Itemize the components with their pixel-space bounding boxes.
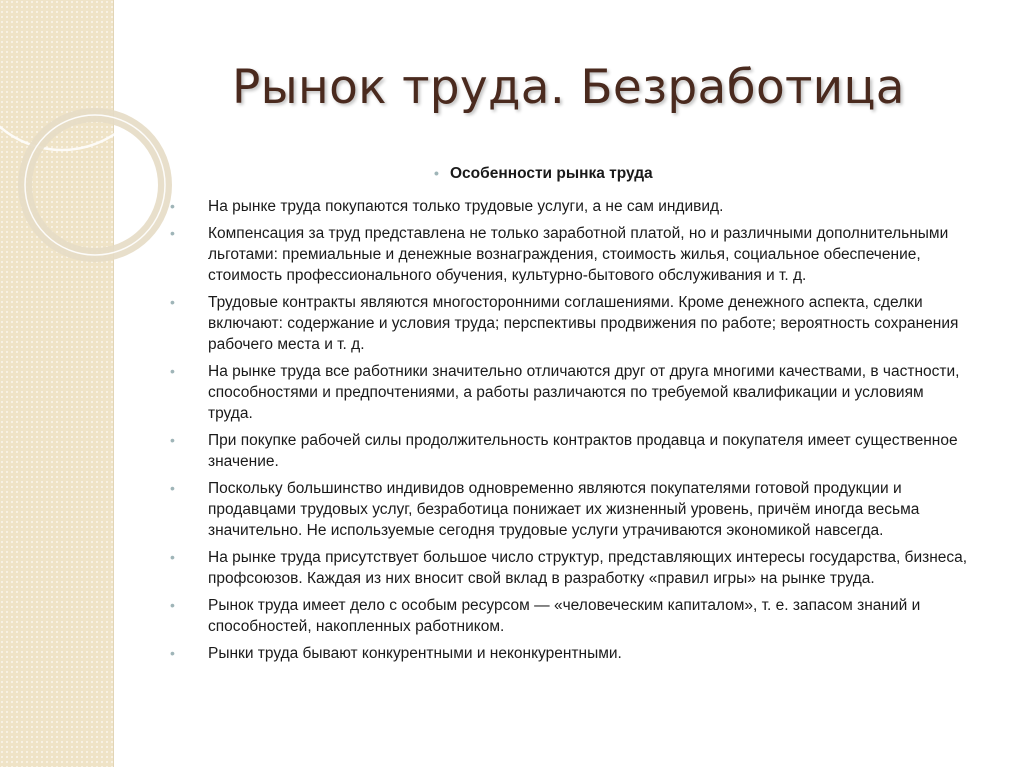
slide-title: Рынок труда. Безработица [232, 60, 905, 115]
list-item [170, 223, 970, 286]
subheading-text: Особенности рынка труда [450, 165, 653, 182]
bullet-icon: • [170, 645, 175, 661]
list-item [170, 643, 970, 664]
bullet-icon: • [170, 225, 175, 241]
bullet-icon: • [170, 198, 175, 214]
list-item-text: Поскольку большинство индивидов одновременно являются покупателями готовой продукции и продавцами трудовых услуг, безработица понижает их жизненный уровень, причём иногда весьма значительно. Не используемые сегодня трудовые услуги утрачиваются экономикой навсегда. [208, 480, 920, 539]
bullet-icon: • [434, 165, 439, 181]
list-item-text: Трудовые контракты являются многосторонними соглашениями. Кроме денежного аспекта, сделки включают: содержание и условия труда; перспективы продвижения по работе; вероятность сохранения рабочего места и т. д. [208, 294, 959, 353]
bullet-icon: • [170, 597, 175, 613]
bullet-icon: • [170, 480, 175, 496]
bullet-icon: • [170, 432, 175, 448]
bullet-icon: • [170, 363, 175, 379]
list-item [170, 292, 970, 355]
list-item-text: Рынки труда бывают конкурентными и неконкурентными. [208, 645, 622, 662]
list-item-text: При покупке рабочей силы продолжительность контрактов продавца и покупателя имеет существенное значение. [208, 432, 958, 470]
bullet-list [170, 196, 970, 670]
list-item [170, 196, 970, 217]
bullet-icon: • [170, 549, 175, 565]
list-item [170, 478, 970, 541]
list-item [170, 430, 970, 472]
list-item-text: Компенсация за труд представлена не только заработной платой, но и различными дополнительными льготами: премиальные и денежные вознаграждения, стоимость жилья, социальное обеспечение, стоимость профессионального обучения, культурно-бытового обслуживания и т. д. [208, 225, 949, 284]
list-item [170, 547, 970, 589]
list-item-text: На рынке труда покупаются только трудовые услуги, а не сам индивид. [208, 198, 724, 215]
list-item-text: На рынке труда присутствует большое число структур, представляющих интересы государства, бизнеса, профсоюзов. Каждая из них вносит свой вклад в разработку «правил игры» на рынке труда. [208, 549, 968, 587]
list-item [170, 361, 970, 424]
subheading [434, 165, 653, 183]
bullet-icon: • [170, 294, 175, 310]
decorative-circles [0, 0, 160, 320]
list-item-text: Рынок труда имеет дело с особым ресурсом — «человеческим капиталом», т. е. запасом знаний и способностей, накопленных работником. [208, 597, 921, 635]
list-item [170, 595, 970, 637]
list-item-text: На рынке труда все работники значительно отличаются друг от друга многими качествами, в частности, способностями и предпочтениями, а работы различаются по требуемой квалификации и условиям труда. [208, 363, 960, 422]
